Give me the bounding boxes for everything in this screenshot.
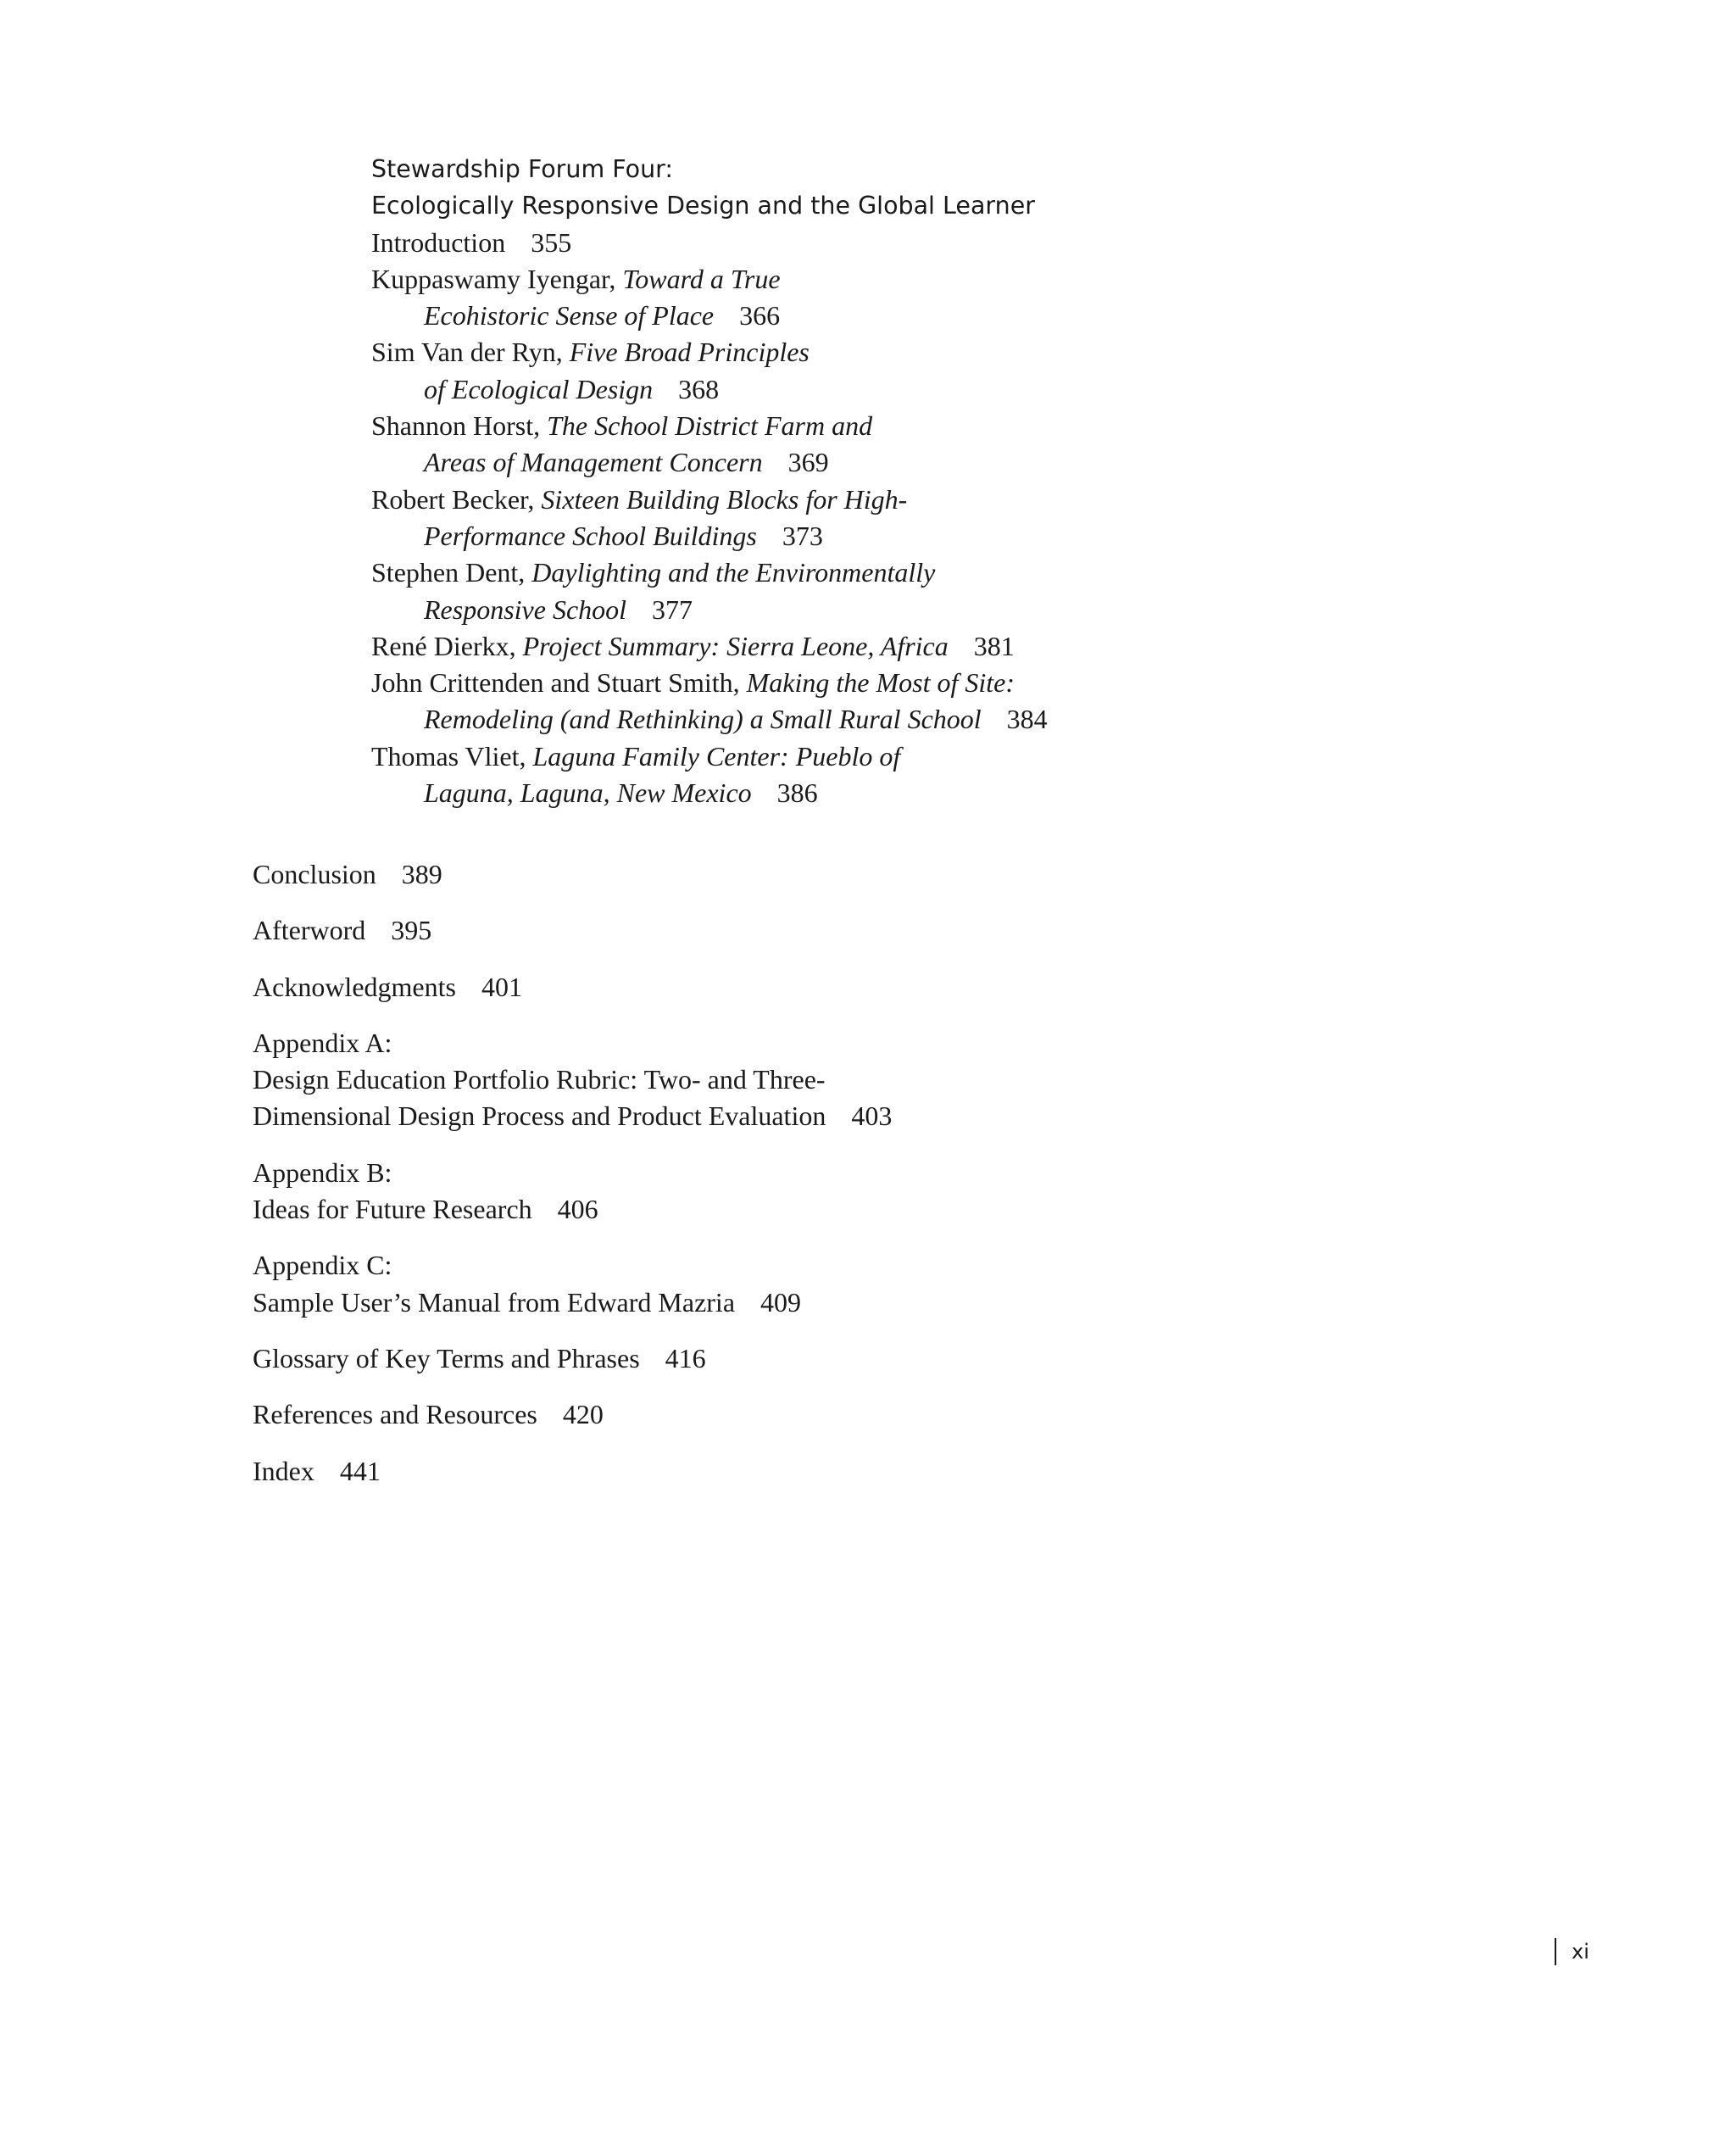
forum-subheading: Ecologically Responsive Design and the Global Learner [371,192,1035,220]
page-number: 406 [557,1194,598,1225]
entry-title: of Ecological Design [424,373,654,404]
toc-entry [253,1453,1439,1490]
entry-author: John Crittenden and Stuart Smith, [371,667,747,699]
page-number: 377 [652,593,693,625]
entry-title: Laguna, Laguna, New Mexico [424,777,752,809]
toc-entry-continuation [371,518,1388,554]
toc-entry [253,1155,1439,1228]
page-number: 386 [776,777,818,809]
toc-entry [253,1340,1439,1377]
toc-entry-continuation [371,592,1388,628]
entry-label: Acknowledgments [253,971,456,1002]
toc-entry-continuation [371,775,1388,811]
entry-label: Appendix C: [253,1250,392,1281]
folio [1555,1935,1589,1969]
entry-author: Robert Becker, [371,483,542,515]
toc-entry [253,1396,1439,1433]
page-number: 401 [481,971,522,1002]
page-number: 441 [339,1455,381,1486]
entry-line [253,1284,1439,1321]
toc-entry [371,482,1388,518]
entry-line [253,1453,1439,1490]
toc-entry [253,856,1439,893]
entry-title: Toward a True [622,263,781,294]
entry-title: Project Summary: Sierra Leone, Africa [522,630,949,661]
toc-entry [253,969,1439,1006]
toc-entry [371,334,1388,370]
page-folio: xi [1572,1940,1589,1964]
toc-entry [253,1025,1439,1135]
entry-title: Remodeling (and Rethinking) a Small Rural School [424,704,982,735]
entry-title: Five Broad Principles [569,337,810,368]
entry-line [253,1191,1439,1228]
toc-entry [371,738,1388,775]
forum-entries [371,261,1388,811]
page-number: 373 [782,520,823,551]
toc-entry-introduction [371,225,1388,261]
toc-entry-continuation [371,701,1388,738]
page-number: 389 [401,859,442,889]
entry-label: Dimensional Design Process and Product Evaluation [253,1100,826,1132]
entry-line [253,969,1439,1006]
entry-author: René Dierkx, [371,630,523,661]
entry-title: Ecohistoric Sense of Place [424,300,715,332]
entry-author: Shannon Horst, [371,410,548,442]
toc-entry-continuation [371,444,1388,481]
entry-title: Performance School Buildings [424,520,757,551]
page-number: 403 [851,1100,893,1132]
entry-title: Laguna Family Center: Pueblo of [532,740,901,772]
entry-label: Ideas for Future Research [253,1194,532,1225]
page-number: 416 [665,1342,706,1373]
page-number: 384 [1006,704,1048,735]
entry-line [253,1061,1439,1098]
toc-entry [371,665,1388,701]
page-number: 409 [760,1286,802,1318]
toc-entry-continuation [371,298,1388,334]
entry-line [253,1025,1439,1061]
entry-label: Afterword [253,915,366,946]
page-number: 395 [391,915,432,946]
entry-label: Appendix A: [253,1027,392,1058]
toc-entry-continuation [371,371,1388,408]
entry-title: Daylighting and the Environmentally [531,557,936,588]
toc-entry [371,261,1388,298]
toc-entry [253,1247,1439,1321]
entry-line [253,1247,1439,1284]
entry-title: The School District Farm and [547,410,873,442]
entry-label: Index [253,1455,314,1486]
entry-author: Kuppaswamy Iyengar, [371,263,623,294]
entry-label: Glossary of Key Terms and Phrases [253,1342,640,1373]
entry-title: Sixteen Building Blocks for High- [541,483,908,515]
page-number: 368 [678,373,720,404]
forum-heading: Stewardship Forum Four: [371,155,673,183]
entry-label: Design Education Portfolio Rubric: Two- and Three- [253,1064,826,1095]
forum-section [371,151,1388,811]
entry-author: Sim Van der Ryn, [371,337,570,368]
entry-label: Sample User’s Manual from Edward Mazria [253,1286,736,1318]
toc-entry [371,554,1388,591]
entry-line [253,856,1439,893]
entry-author: Stephen Dent, [371,557,532,588]
page-number: 381 [973,630,1015,661]
entry-title: Responsive School [424,593,627,625]
entry-label: Conclusion [253,859,376,889]
toc-entry [371,628,1388,665]
entry-author: Thomas Vliet, [371,740,533,772]
entry-line [253,1098,1439,1134]
entry-line [253,1155,1439,1191]
entry-label: Appendix B: [253,1156,392,1188]
back-matter-entries [253,856,1439,1509]
entry-label: Introduction [371,226,506,258]
entry-line [253,1396,1439,1433]
entry-line [253,912,1439,949]
page-number: 366 [739,300,781,332]
folio-rule [1555,1938,1556,1965]
page-number: 420 [562,1399,604,1430]
page-number: 355 [531,226,572,258]
entry-title: Areas of Management Concern [424,447,763,478]
toc-entry [371,408,1388,444]
toc-entry [253,912,1439,949]
entry-label: References and Resources [253,1399,537,1430]
entry-title: Making the Most of Site: [746,667,1015,699]
entry-line [253,1340,1439,1377]
page-number: 369 [787,447,829,478]
